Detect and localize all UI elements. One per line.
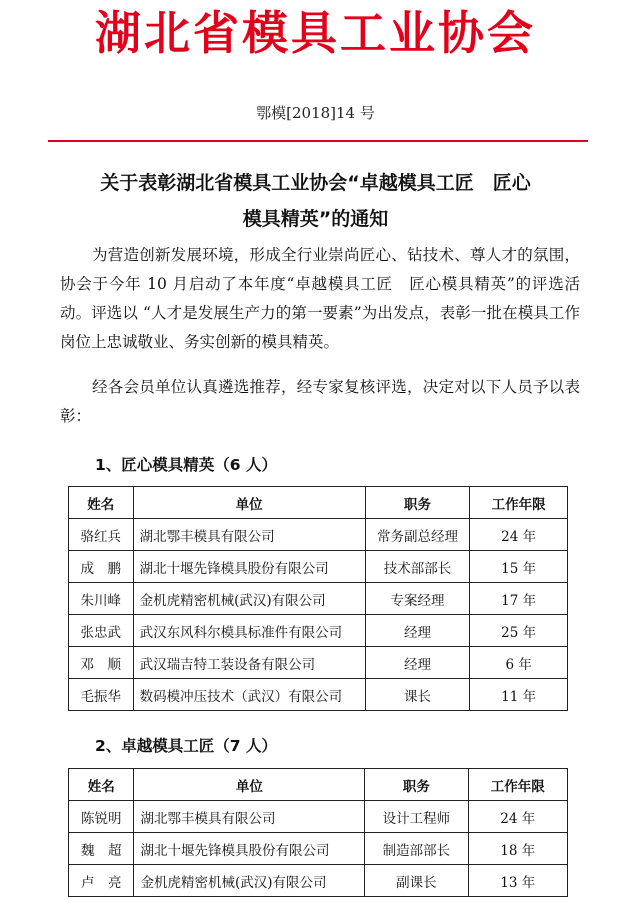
years-cell: 13 年 (468, 865, 567, 897)
intro-paragraph: 为营造创新发展环境，形成全行业崇尚匠心、钻技术、尊人才的氛围，协会于今年 10 月启动了本年度“卓越模具工匠 匠心模具精英”的评选活动。评选以 “人才是发展生产力的第一要素”为出发点，表彰一批在模具工作岗位上忠诚敬业、务实创新的模具精英。 (60, 246, 580, 351)
name-cell: 成 鹏 (69, 551, 134, 583)
notice-title-line-1: 关于表彰湖北省模具工业协会“卓越模具工匠 匠心 (100, 172, 531, 194)
column-header-position: 职务 (365, 769, 468, 801)
years-cell: 17 年 (470, 583, 568, 615)
column-header-name: 姓名 (69, 769, 134, 801)
table-row (69, 833, 568, 865)
red-divider-line (48, 140, 588, 142)
unit-cell: 金机虎精密机械(武汉)有限公司 (134, 865, 365, 897)
column-header-unit: 单位 (133, 487, 365, 519)
document-number: 鄂模[2018]14 号 (256, 104, 375, 122)
section-1-table (68, 486, 568, 711)
organization-title: 湖北省模具工业协会 (95, 6, 536, 60)
table-header-row (69, 487, 568, 519)
position-cell: 常务副总经理 (365, 519, 470, 551)
table-row (69, 519, 568, 551)
position-cell: 制造部部长 (365, 833, 468, 865)
unit-cell: 湖北十堰先锋模具股份有限公司 (133, 551, 365, 583)
position-cell: 经理 (365, 615, 470, 647)
name-cell: 朱川峰 (69, 583, 134, 615)
table-row (69, 801, 568, 833)
years-cell: 15 年 (470, 551, 568, 583)
position-cell: 课长 (365, 679, 470, 711)
position-cell: 副课长 (365, 865, 468, 897)
table-row (69, 865, 568, 897)
position-cell: 技术部部长 (365, 551, 470, 583)
years-cell: 24 年 (470, 519, 568, 551)
column-header-position: 职务 (365, 487, 470, 519)
years-cell: 24 年 (468, 801, 567, 833)
position-cell: 设计工程师 (365, 801, 468, 833)
notice-title-line-2: 模具精英”的通知 (242, 208, 389, 230)
name-cell: 陈锐明 (69, 801, 134, 833)
unit-cell: 武汉东风科尔模具标准件有限公司 (133, 615, 365, 647)
section-1-heading: 1、匠心模具精英（6 人） (95, 456, 277, 474)
table-row (69, 551, 568, 583)
notice-title (40, 165, 591, 237)
unit-cell: 湖北鄂丰模具有限公司 (134, 801, 365, 833)
position-cell: 经理 (365, 647, 470, 679)
unit-cell: 湖北十堰先锋模具股份有限公司 (134, 833, 365, 865)
name-cell: 卢 亮 (69, 865, 134, 897)
section-2-heading: 2、卓越模具工匠（7 人） (95, 737, 277, 755)
position-cell: 专案经理 (365, 583, 470, 615)
column-header-years: 工作年限 (470, 487, 568, 519)
unit-cell: 数码模冲压技术（武汉）有限公司 (133, 679, 365, 711)
table-row (69, 615, 568, 647)
decision-paragraph: 经各会员单位认真遴选推荐，经专家复核评选，决定对以下人员予以表彰： (60, 378, 580, 425)
table-header-row (69, 769, 568, 801)
years-cell: 18 年 (468, 833, 567, 865)
name-cell: 邓 顺 (69, 647, 134, 679)
column-header-name: 姓名 (69, 487, 134, 519)
unit-cell: 湖北鄂丰模具有限公司 (133, 519, 365, 551)
years-cell: 25 年 (470, 615, 568, 647)
name-cell: 毛振华 (69, 679, 134, 711)
table-row (69, 679, 568, 711)
unit-cell: 武汉瑞吉特工装设备有限公司 (133, 647, 365, 679)
name-cell: 骆红兵 (69, 519, 134, 551)
column-header-years: 工作年限 (468, 769, 567, 801)
name-cell: 魏 超 (69, 833, 134, 865)
unit-cell: 金机虎精密机械(武汉)有限公司 (133, 583, 365, 615)
years-cell: 11 年 (470, 679, 568, 711)
table-row (69, 647, 568, 679)
table-row (69, 583, 568, 615)
years-cell: 6 年 (470, 647, 568, 679)
section-2-table (68, 768, 568, 897)
column-header-unit: 单位 (134, 769, 365, 801)
name-cell: 张忠武 (69, 615, 134, 647)
